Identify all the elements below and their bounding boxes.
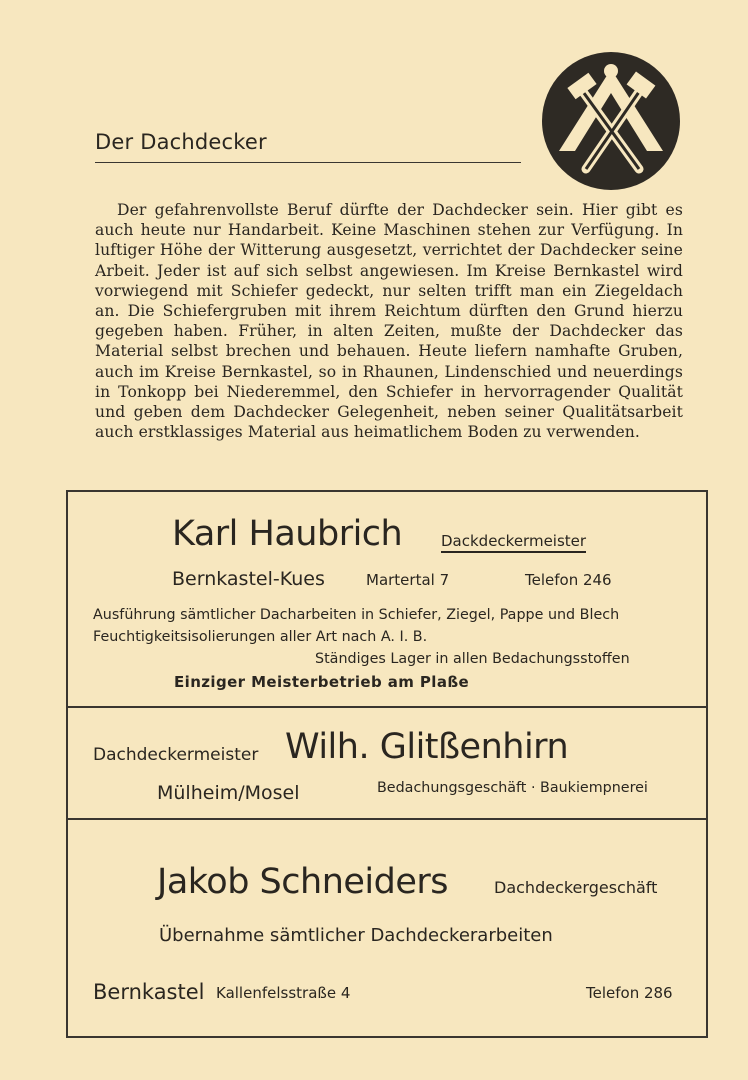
frame-bottom-rule (66, 1036, 708, 1038)
roofer-hammer-emblem-icon (541, 51, 681, 191)
ad3-street: Kallenfelsstraße 4 (216, 984, 351, 1002)
ad3-city: Bernkastel (93, 980, 205, 1004)
article-title: Der Dachdecker (95, 130, 267, 154)
ad1-line2: Feuchtigkeitsisolierungen aller Art nach A. I. B. (93, 629, 428, 645)
article-paragraph (95, 200, 683, 442)
ad1-city: Bernkastel-Kues (172, 568, 325, 590)
divider-2 (66, 818, 708, 820)
divider-1 (66, 706, 708, 708)
ad3-title: Dachdeckergeschäft (494, 878, 658, 897)
title-underline (95, 162, 521, 163)
ad3-name: Jakob Schneiders (157, 862, 449, 902)
ad1-phone: Telefon 246 (525, 571, 612, 589)
ad1-line3: Ständiges Lager in allen Bedachungsstoffen (315, 651, 630, 667)
ad2-title: Dachdeckermeister (93, 745, 259, 765)
ad1-line4: Einziger Meisterbetrieb am Plaße (174, 673, 470, 691)
article-paragraph-text: Der gefahrenvollste Beruf dürfte der Dachdecker sein. Hier gibt es auch heute nur Handarbeit. Keine Maschinen stehen zur Verfügung. In luftiger Höhe der Witterung ausgesetzt, verrichtet der Dachdecker seine Arbeit. Jeder ist auf sich selbst angewiesen. Im Kreise Bernkastel wird vorwiegend mit Schiefer gedeckt, nur selten trifft man ein Ziegeldach an. Die Schiefergruben mit ihrem Reichtum dürften den Grund hierzu gegeben haben. Früher, in alten Zeiten, mußte der Dachdecker das Material selbst brechen und behauen. Heute liefern namhafte Gruben, auch im Kreise Bernkastel, so in Rhaunen, Lindenschied und neuerdings in Tonkopp bei Niederemmel, den Schiefer in hervorragender Qualität und geben dem Dachdecker Gelegenheit, neben seiner Qualitätsarbeit auch erstklassiges Material aus heimatlichem Boden zu verwenden. (95, 201, 683, 442)
ad1-title: Dackdeckermeister (441, 532, 586, 553)
frame-right-rule (706, 490, 708, 1038)
ad1-street: Martertal 7 (366, 571, 450, 589)
ad3-line1: Übernahme sämtlicher Dachdeckerarbeiten (159, 925, 553, 946)
frame-left-rule (66, 490, 68, 1038)
ad1-line1: Ausführung sämtlicher Dacharbeiten in Schiefer, Ziegel, Pappe und Blech (93, 607, 620, 623)
frame-top-rule (66, 490, 708, 492)
ad3-phone: Telefon 286 (586, 984, 673, 1002)
ad1-name: Karl Haubrich (172, 514, 403, 554)
ad2-services: Bedachungsgeschäft · Baukiempnerei (377, 780, 648, 796)
ad2-name: Wilh. Glitßenhirn (285, 727, 569, 767)
ad2-city: Mülheim/Mosel (157, 782, 300, 804)
